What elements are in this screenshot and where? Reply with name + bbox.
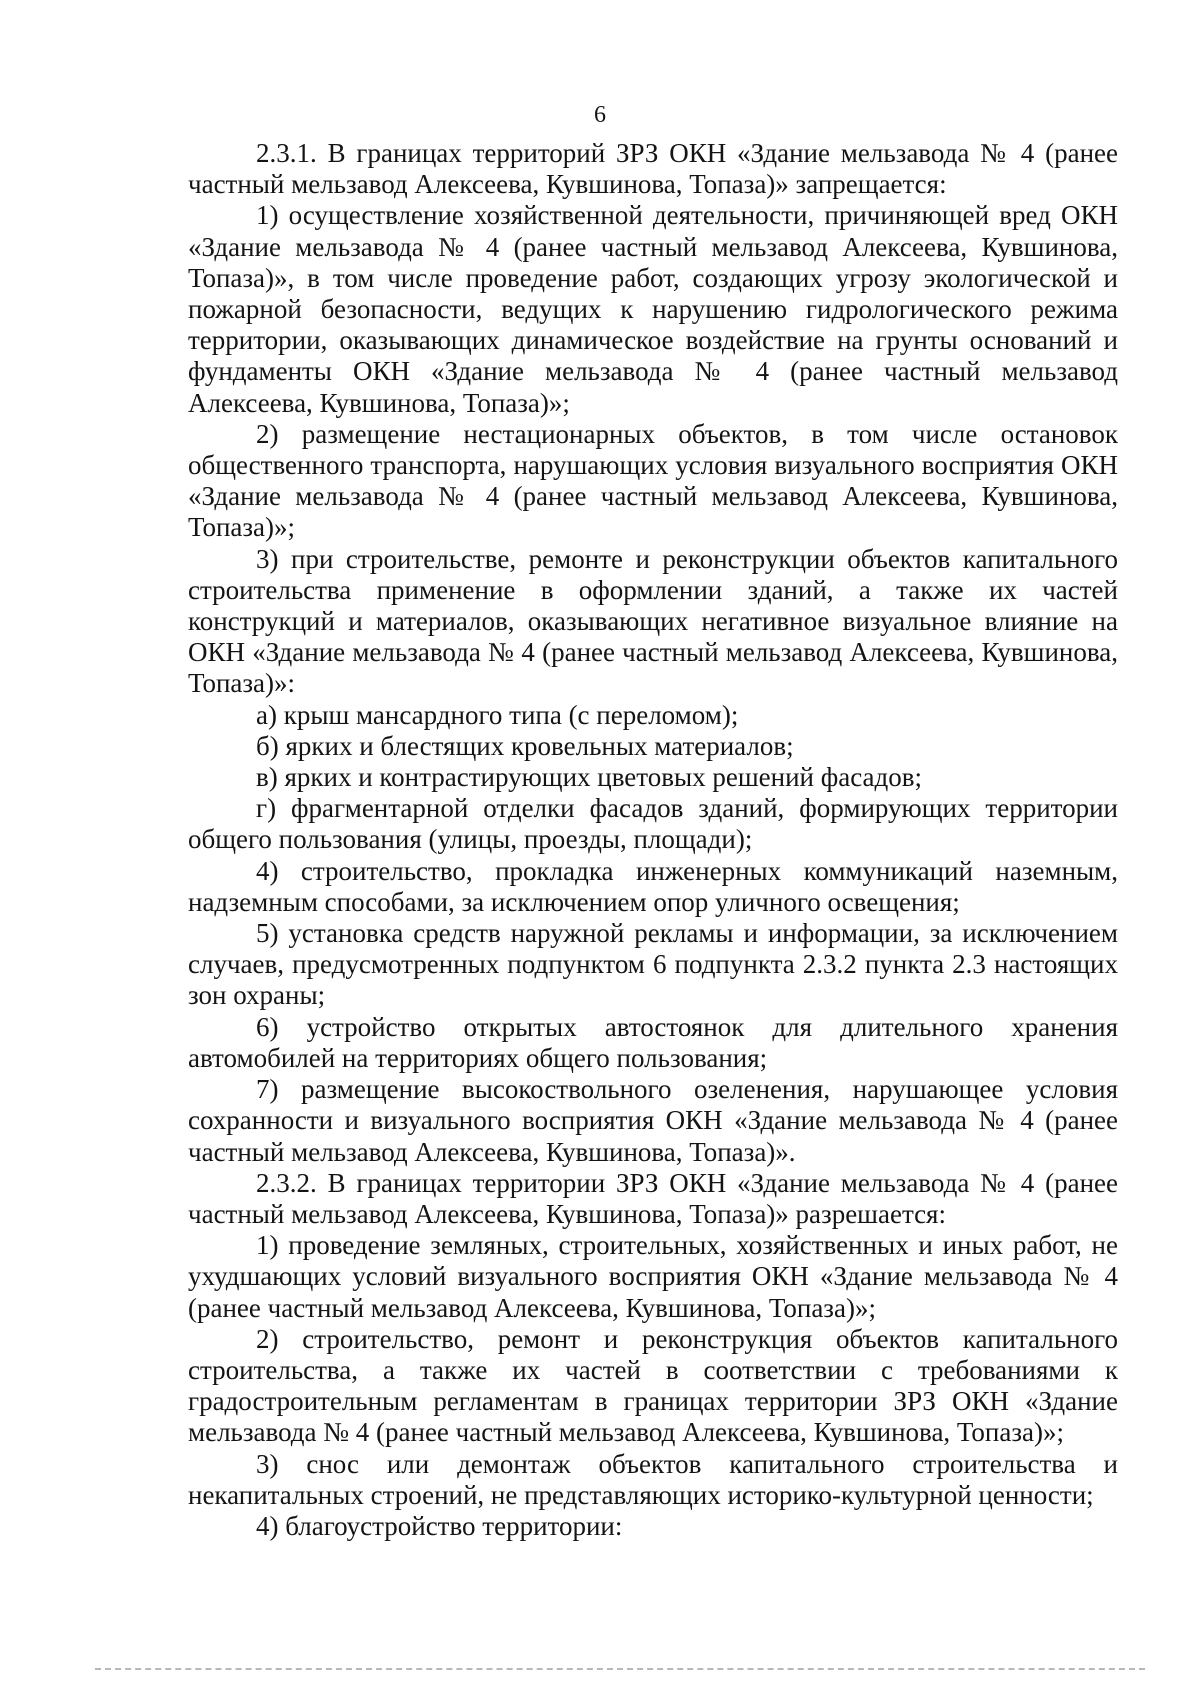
prohibition-item-1: 1) осуществление хозяйственной деятельности, причиняющей вред ОКН «Здание мельзавода № 4 (ранее частный мельзавод Алексеева, Кувшинова, Топаза)», в том числе проведение работ, создающих угрозу экологической и пожарной безопасности, ведущих к нарушению гидрологического режима территории, оказывающих динамическое воздействие на грунты оснований и фундаменты ОКН «Здание мельзавода № 4 (ранее частный мельзавод Алексеева, Кувшинова, Топаза)»; (188, 200, 1118, 418)
permission-item-1: 1) проведение земляных, строительных, хозяйственных и иных работ, не ухудшающих условий визуального восприятия ОКН «Здание мельзавода № 4 (ранее частный мельзавод Алексеева, Кувшинова, Топаза)»; (188, 1230, 1118, 1323)
prohibition-item-3: 3) при строительстве, ремонте и реконструкции объектов капитального строительства применение в оформлении зданий, а также их частей конструкций и материалов, оказывающих негативное визуальное влияние на ОКН «Здание мельзавода № 4 (ранее частный мельзавод Алексеева, Кувшинова, Топаза)»: (188, 543, 1118, 699)
paragraph-2-3-2: 2.3.2. В границах территории ЗРЗ ОКН «Здание мельзавода № 4 (ранее частный мельзавод Алексеева, Кувшинова, Топаза)» разрешается: (188, 1167, 1118, 1229)
prohibition-item-2: 2) размещение нестационарных объектов, в том числе остановок общественного транспорта, нарушающих условия визуального восприятия ОКН «Здание мельзавода № 4 (ранее частный мельзавод Алексеева, Кувшинова, Топаза)»; (188, 418, 1118, 543)
permission-item-3: 3) снос или демонтаж объектов капитального строительства и некапитальных строений, не представляющих историко-культурной ценности; (188, 1448, 1118, 1510)
prohibition-item-4: 4) строительство, прокладка инженерных коммуникаций наземным, надземным способами, за исключением опор уличного освещения; (188, 855, 1118, 917)
subitem-a: а) крыш мансардного типа (с переломом); (256, 699, 739, 730)
prohibition-item-6: 6) устройство открытых автостоянок для длительного хранения автомобилей на территориях общего пользования; (188, 1011, 1118, 1073)
paragraph-2-3-1: 2.3.1. В границах территорий ЗРЗ ОКН «Здание мельзавода № 4 (ранее частный мельзавод Алексеева, Кувшинова, Топаза)» запрещается: (188, 138, 1118, 200)
scan-bottom-edge (95, 1668, 1145, 1670)
document-body (188, 138, 1118, 1542)
prohibition-item-7: 7) размещение высокоствольного озеленения, нарушающее условия сохранности и визуального восприятия ОКН «Здание мельзавода № 4 (ранее частный мельзавод Алексеева, Кувшинова, Топаза)». (188, 1074, 1118, 1167)
subitem-v: в) ярких и контрастирующих цветовых решений фасадов; (256, 762, 922, 793)
subitem-g: г) фрагментарной отделки фасадов зданий, формирующих территории общего пользования (улицы, проезды, площади); (188, 793, 1118, 855)
permission-item-2: 2) строительство, ремонт и реконструкция объектов капитального строительства, а также их частей в соответствии с требованиями к градостроительным регламентам в границах территории ЗРЗ ОКН «Здание мельзавода № 4 (ранее частный мельзавод Алексеева, Кувшинова, Топаза)»; (188, 1323, 1118, 1448)
prohibition-item-5: 5) установка средств наружной рекламы и информации, за исключением случаев, предусмотренных подпунктом 6 подпункта 2.3.2 пункта 2.3 настоящих зон охраны; (188, 918, 1118, 1011)
permission-item-4: 4) благоустройство территории: (256, 1510, 623, 1541)
page-number: 6 (594, 102, 606, 128)
subitem-b: б) ярких и блестящих кровельных материалов; (256, 730, 794, 761)
